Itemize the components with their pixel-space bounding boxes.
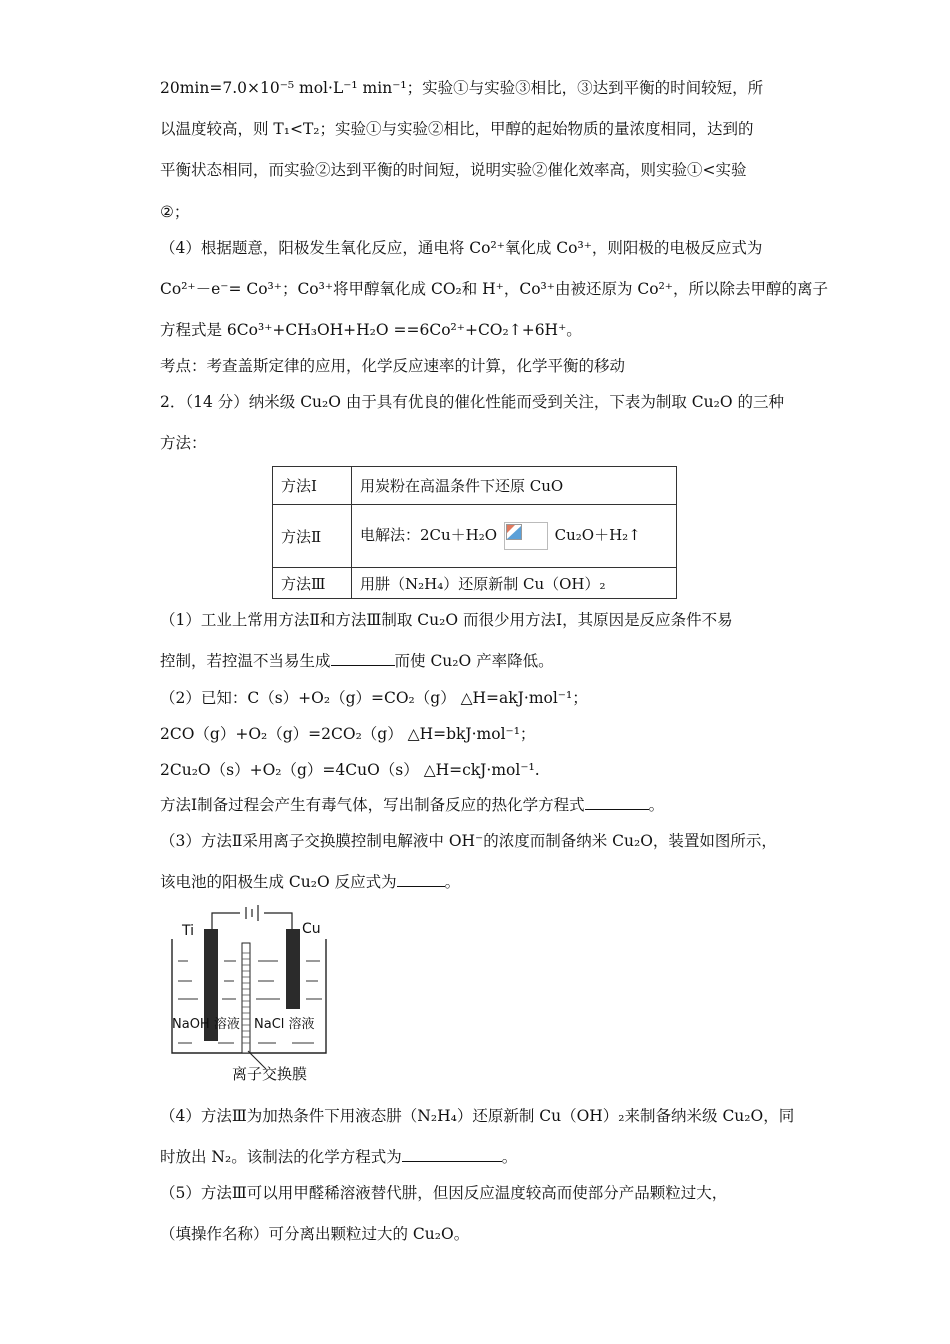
question-3: （3）方法Ⅱ采用离子交换膜控制电解液中 OH⁻的浓度而制备纳米 Cu₂O，装置如图所示，: [160, 832, 777, 850]
ti-electrode-label: Ti: [182, 923, 195, 939]
question-3-cont: [160, 872, 460, 892]
broken-image-icon: [504, 522, 548, 550]
text-span: 方法Ⅰ制备过程会产生有毒气体，写出制备反应的热化学方程式: [160, 796, 585, 814]
question-1: （1）工业上常用方法Ⅱ和方法Ⅲ制取 Cu₂O 而很少用方法Ⅰ，其原因是反应条件不易: [160, 611, 733, 629]
question-2: （2）已知：C（s）+O₂（g）=CO₂（g） △H=akJ·mol⁻¹；: [160, 689, 588, 707]
answer-blank[interactable]: [585, 795, 649, 810]
question-1-cont: [160, 651, 554, 671]
table-row: [273, 467, 677, 505]
table-row: [273, 505, 677, 568]
text-span: 。: [501, 1148, 518, 1166]
equation-line: 2Cu₂O（s）+O₂（g）=4CuO（s） △H=ckJ·mol⁻¹.: [160, 761, 540, 779]
text-line: Co²⁺－e⁻= Co³⁺；Co³⁺将甲醇氧化成 CO₂和 H⁺，Co³⁺由被还原为 Co²⁺，所以除去甲醇的离子: [160, 280, 828, 298]
answer-blank[interactable]: [397, 872, 445, 887]
text-line: 方程式是 6Co³⁺+CH₃OH+H₂O ==6Co²⁺+CO₂↑+6H⁺。: [160, 321, 582, 339]
text-line: ②；: [160, 203, 190, 221]
question-5: （5）方法Ⅲ可以用甲醛稀溶液替代肼，但因反应温度较高而使部分产品颗粒过大，: [160, 1184, 728, 1202]
answer-blank[interactable]: [331, 651, 395, 666]
question-4-cont: [160, 1147, 517, 1167]
table-row: [273, 568, 677, 599]
equation-line: 2CO（g）+O₂（g）=2CO₂（g） △H=bkJ·mol⁻¹；: [160, 725, 536, 743]
text-line: 20min=7.0×10⁻⁵ mol·L⁻¹ min⁻¹；实验①与实验③相比，③达到平衡的时间较短，所: [160, 79, 764, 97]
equation-right: Cu₂O＋H₂↑: [554, 526, 641, 544]
text-span: 时放出 N₂。该制法的化学方程式为: [160, 1148, 402, 1166]
question-5-cont: （填操作名称）可分离出颗粒过大的 Cu₂O。: [160, 1225, 470, 1243]
text-line: 平衡状态相同，而实验②达到平衡的时间短，说明实验②催化效率高，则实验①<实验: [160, 161, 747, 179]
naoh-solution-label: NaOH 溶液: [172, 1017, 240, 1032]
membrane-label: 离子交换膜: [232, 1065, 308, 1083]
table-cell: 用肼（N₂H₄）还原新制 Cu（OH）₂: [352, 568, 677, 599]
answer-blank[interactable]: [402, 1147, 502, 1162]
text-line: 考点：考查盖斯定律的应用，化学反应速率的计算，化学平衡的移动: [160, 357, 626, 375]
table-cell: 方法Ⅰ: [273, 467, 352, 505]
nacl-solution-label: NaCl 溶液: [254, 1017, 315, 1032]
question-2-cont: [160, 795, 664, 815]
question-4: （4）方法Ⅲ为加热条件下用液态肼（N₂H₄）还原新制 Cu（OH）₂来制备纳米级 Cu₂O，同: [160, 1107, 795, 1125]
text-line: 方法：: [160, 434, 207, 452]
equation-left: 电解法：2Cu＋H₂O: [360, 526, 498, 544]
text-span: 该电池的阳极生成 Cu₂O 反应式为: [160, 873, 397, 891]
electrolysis-diagram: [168, 903, 348, 1083]
cu-electrode-label: Cu: [302, 921, 321, 937]
question-heading: 2．（14 分）纳米级 Cu₂O 由于具有优良的催化性能而受到关注，下表为制取 Cu₂O 的三种: [160, 393, 784, 411]
table-cell: 用炭粉在高温条件下还原 CuO: [352, 467, 677, 505]
text-span: 控制，若控温不当易生成: [160, 652, 331, 670]
text-line: （4）根据题意，阳极发生氧化反应，通电将 Co²⁺氧化成 Co³⁺，则阳极的电极反应式为: [160, 239, 763, 257]
text-span: 。: [648, 796, 665, 814]
table-cell: 方法Ⅲ: [273, 568, 352, 599]
table-cell: [352, 505, 677, 568]
text-line: 以温度较高，则 T₁<T₂；实验①与实验②相比，甲醇的起始物质的量浓度相同，达到的: [160, 120, 754, 138]
table-cell: 方法Ⅱ: [273, 505, 352, 568]
text-span: 而使 Cu₂O 产率降低。: [394, 652, 554, 670]
methods-table: [272, 466, 677, 599]
text-span: 。: [444, 873, 461, 891]
